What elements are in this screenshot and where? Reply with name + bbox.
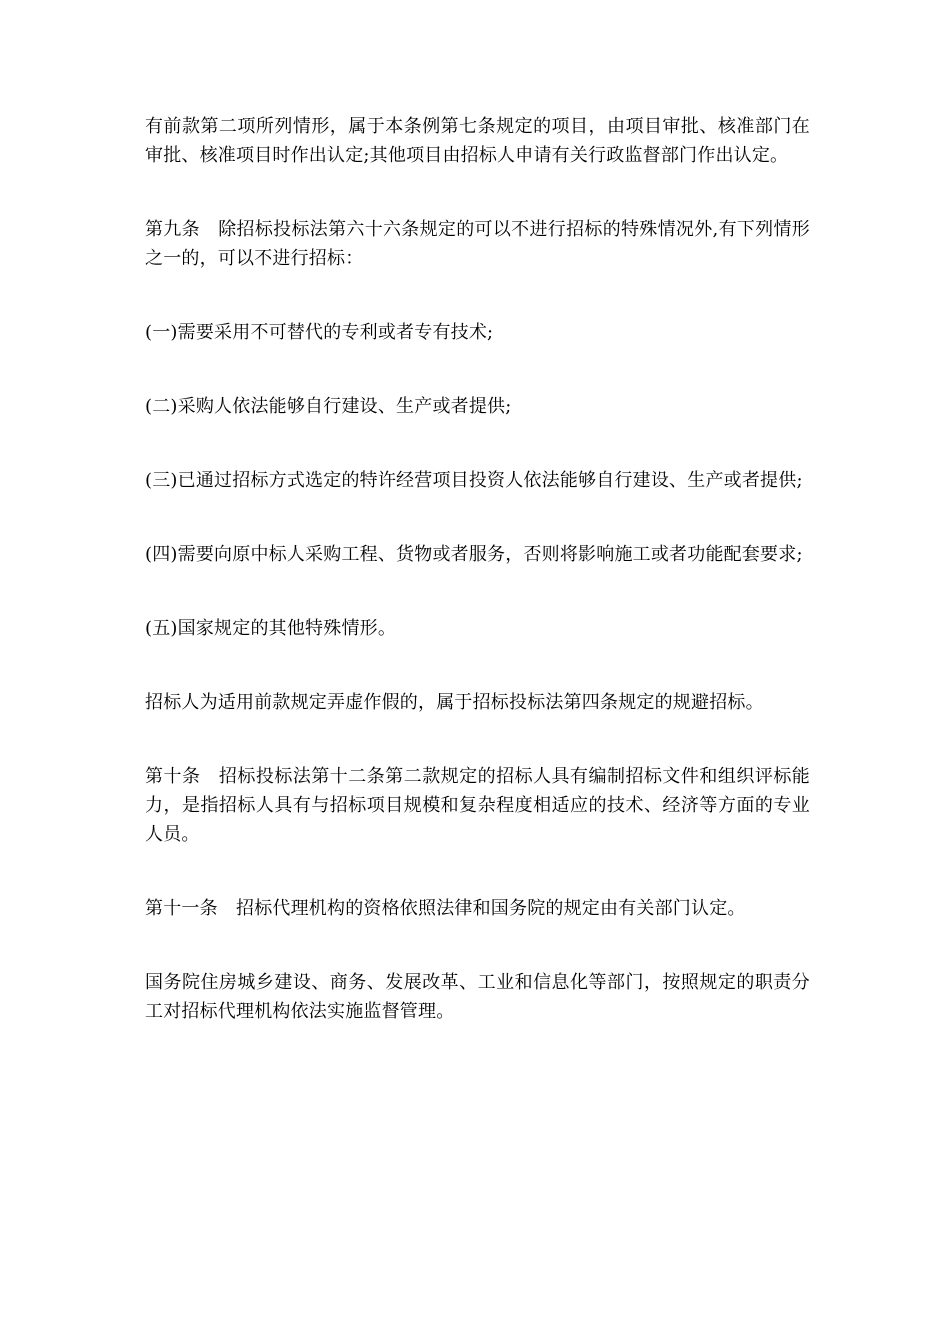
list-item-1: (一)需要采用不可替代的专利或者专有技术; (145, 322, 494, 343)
document-body (145, 112, 810, 1071)
paragraph-article-11: 第十一条 招标代理机构的资格依照法律和国务院的规定由有关部门认定。 (145, 898, 746, 919)
list-item-3: (三)已通过招标方式选定的特许经营项目投资人依法能够自行建设、生产或者提供; (145, 470, 803, 491)
list-item-2: (二)采购人依法能够自行建设、生产或者提供; (145, 396, 512, 417)
paragraph-article-9: 第九条 除招标投标法第六十六条规定的可以不进行招标的特殊情况外,有下列情形之一的，可以不进行招标： (145, 219, 810, 269)
list-item-5: (五)国家规定的其他特殊情形。 (145, 618, 397, 639)
paragraph-article-10: 第十条 招标投标法第十二条第二款规定的招标人具有编制招标文件和组织评标能力，是指招标人具有与招标项目规模和复杂程度相适应的技术、经济等方面的专业人员。 (145, 766, 810, 845)
paragraph-evasion: 招标人为适用前款规定弄虚作假的，属于招标投标法第四条规定的规避招标。 (145, 692, 764, 713)
paragraph-continuation: 有前款第二项所列情形，属于本条例第七条规定的项目，由项目审批、核准部门在审批、核准项目时作出认定;其他项目由招标人申请有关行政监督部门作出认定。 (145, 116, 810, 166)
list-item-4: (四)需要向原中标人采购工程、货物或者服务，否则将影响施工或者功能配套要求; (145, 544, 803, 565)
paragraph-supervision: 国务院住房城乡建设、商务、发展改革、工业和信息化等部门，按照规定的职责分工对招标代理机构依法实施监督管理。 (145, 972, 810, 1022)
